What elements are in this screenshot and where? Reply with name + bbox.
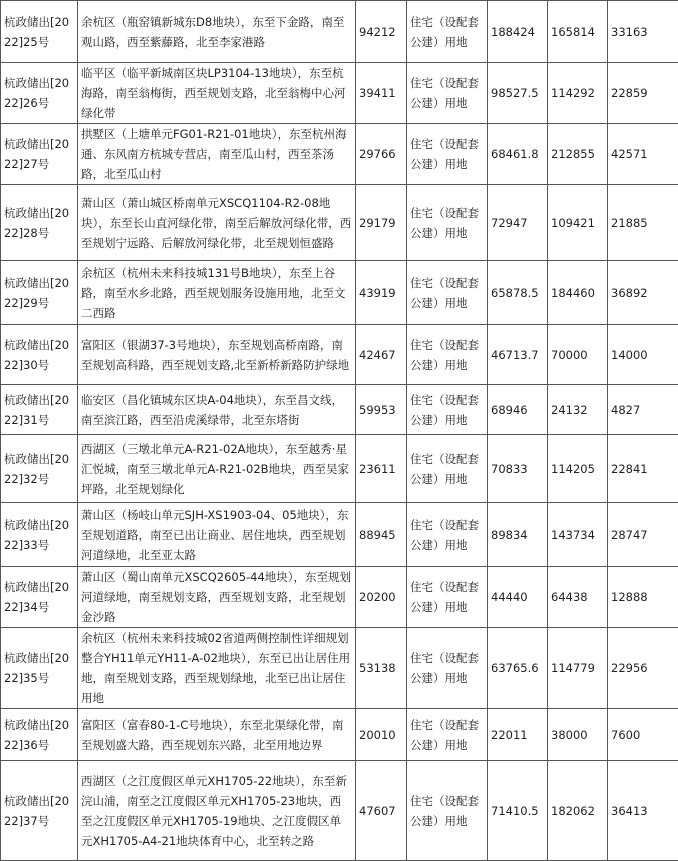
parcel-start-price: 114205: [548, 435, 608, 503]
parcel-start-price: 70000: [548, 325, 608, 385]
parcel-start-price: 184460: [548, 261, 608, 325]
parcel-building-area: 68461.8: [488, 124, 548, 185]
parcel-code: 杭政储出[2022]28号: [1, 185, 78, 261]
parcel-use: 住宅（设配套公建）用地: [407, 185, 488, 261]
parcel-deposit: 22841: [608, 435, 678, 503]
parcel-code: 杭政储出[2022]30号: [1, 325, 78, 385]
parcel-deposit: 22956: [608, 628, 678, 709]
parcel-area: 47607: [356, 761, 407, 861]
parcel-use: 住宅（设配套公建）用地: [407, 1, 488, 63]
parcel-deposit: 14000: [608, 325, 678, 385]
parcel-use: 住宅（设配套公建）用地: [407, 567, 488, 628]
parcel-area: 23611: [356, 435, 407, 503]
table-row: [1, 761, 678, 861]
parcel-building-area: 22011: [488, 709, 548, 761]
parcel-start-price: 212855: [548, 124, 608, 185]
parcel-building-area: 63765.6: [488, 628, 548, 709]
parcel-building-area: 188424: [488, 1, 548, 63]
parcel-area: 42467: [356, 325, 407, 385]
parcel-location: 西湖区（三墩北单元A-R21-02A地块），东至越秀·星汇悦城，南至三墩北单元A-R21-02B地块，西至吴家坪路，北至规划绿化: [78, 435, 356, 503]
table-row: [1, 1, 678, 63]
parcel-location: 余杭区（杭州未来科技城02省道两侧控制性详细规划整合YH11单元YH11-A-02地块），东至已出让居住用地，南至规划支路，西至规划绿地，北至已出让居住用地: [78, 628, 356, 709]
parcel-area: 20010: [356, 709, 407, 761]
parcel-area: 20200: [356, 567, 407, 628]
parcel-location: 萧山区（萧山城区桥南单元XSCQ1104-R2-08地块），东至长山直河绿化带，南至后解放河绿化带，西至规划宁远路、后解放河绿化带，北至规划恒盛路: [78, 185, 356, 261]
parcel-code: 杭政储出[2022]26号: [1, 63, 78, 124]
parcel-location: 余杭区（瓶窑镇新城东D8地块），东至下金路，南至观山路，西至紫藤路，北至李家港路: [78, 1, 356, 63]
parcel-location: 萧山区（杨岐山单元SJH-XS1903-04、05地块），东至规划道路，南至已出让商业、居住地块，西至规划河道绿地，北至亚太路: [78, 503, 356, 567]
parcel-start-price: 165814: [548, 1, 608, 63]
parcel-area: 43919: [356, 261, 407, 325]
parcel-deposit: 36892: [608, 261, 678, 325]
table-row: [1, 124, 678, 185]
parcel-area: 88945: [356, 503, 407, 567]
parcel-start-price: 109421: [548, 185, 608, 261]
parcel-use: 住宅（设配套公建）用地: [407, 709, 488, 761]
parcel-code: 杭政储出[2022]33号: [1, 503, 78, 567]
parcel-start-price: 114779: [548, 628, 608, 709]
parcel-start-price: 143734: [548, 503, 608, 567]
parcel-code: 杭政储出[2022]37号: [1, 761, 78, 861]
parcel-location: 拱墅区（上塘单元FG01-R21-01地块），东至杭州海通、东风南方杭城专营店，南至瓜山村，西至茶汤路，北至瓜山村: [78, 124, 356, 185]
table-row: [1, 385, 678, 435]
parcel-building-area: 46713.7: [488, 325, 548, 385]
parcel-start-price: 38000: [548, 709, 608, 761]
table-row: [1, 63, 678, 124]
parcel-building-area: 65878.5: [488, 261, 548, 325]
parcel-start-price: 24132: [548, 385, 608, 435]
table-row: [1, 503, 678, 567]
parcel-location: 余杭区（杭州未来科技城131号B地块），东至上谷路，南至水乡北路，西至规划服务设施用地，北至文二西路: [78, 261, 356, 325]
parcel-start-price: 182062: [548, 761, 608, 861]
parcel-code: 杭政储出[2022]27号: [1, 124, 78, 185]
parcel-location: 富阳区（富春80-1-C号地块），东至北渠绿化带，南至规划盛大路，西至规划东兴路，北至用地边界: [78, 709, 356, 761]
parcel-deposit: 22859: [608, 63, 678, 124]
parcel-code: 杭政储出[2022]25号: [1, 1, 78, 63]
table-row: [1, 628, 678, 709]
parcel-use: 住宅（设配套公建）用地: [407, 628, 488, 709]
parcel-building-area: 68946: [488, 385, 548, 435]
parcel-deposit: 12888: [608, 567, 678, 628]
parcel-location: 西湖区（之江度假区单元XH1705-22地块），东至新浣山浦，南至之江度假区单元XH1705-23地块，西至之江度假区单元XH1705-19地块、之江度假区单元XH1705-A4-21地块体育中心，北至转之路: [78, 761, 356, 861]
parcel-code: 杭政储出[2022]29号: [1, 261, 78, 325]
parcel-start-price: 64438: [548, 567, 608, 628]
parcel-building-area: 98527.5: [488, 63, 548, 124]
parcel-building-area: 72947: [488, 185, 548, 261]
parcel-area: 94212: [356, 1, 407, 63]
parcel-code: 杭政储出[2022]35号: [1, 628, 78, 709]
table-row: [1, 185, 678, 261]
parcel-area: 53138: [356, 628, 407, 709]
table-row: [1, 567, 678, 628]
parcel-deposit: 36413: [608, 761, 678, 861]
parcel-use: 住宅（设配套公建）用地: [407, 385, 488, 435]
parcel-start-price: 114292: [548, 63, 608, 124]
parcel-location: 临平区（临平新城南区块LP3104-13地块），东至杭海路，南至翁梅街，西至规划支路，北至翁梅中心河绿化带: [78, 63, 356, 124]
parcel-deposit: 28747: [608, 503, 678, 567]
parcel-code: 杭政储出[2022]36号: [1, 709, 78, 761]
parcel-deposit: 7600: [608, 709, 678, 761]
parcel-use: 住宅（设配套公建）用地: [407, 261, 488, 325]
parcel-use: 住宅（设配套公建）用地: [407, 124, 488, 185]
table-body: [1, 1, 678, 861]
parcel-building-area: 71410.5: [488, 761, 548, 861]
parcel-location: 萧山区（蜀山南单元XSCQ2605-44地块），东至规划河道绿地，南至规划支路，西至规划支路，北至规划金沙路: [78, 567, 356, 628]
table-row: [1, 709, 678, 761]
parcel-deposit: 33163: [608, 1, 678, 63]
parcel-area: 29179: [356, 185, 407, 261]
parcel-area: 39411: [356, 63, 407, 124]
parcel-code: 杭政储出[2022]34号: [1, 567, 78, 628]
parcel-area: 59953: [356, 385, 407, 435]
parcel-use: 住宅（设配套公建）用地: [407, 63, 488, 124]
parcel-area: 29766: [356, 124, 407, 185]
parcel-use: 住宅（设配套公建）用地: [407, 325, 488, 385]
parcel-deposit: 42571: [608, 124, 678, 185]
parcel-code: 杭政储出[2022]32号: [1, 435, 78, 503]
parcel-location: 富阳区（银湖37-3号地块），东至规划高桥南路，南至规划高科路，西至规划支路,北至新桥新路防护绿地: [78, 325, 356, 385]
parcel-deposit: 4827: [608, 385, 678, 435]
parcel-building-area: 70833: [488, 435, 548, 503]
table-row: [1, 435, 678, 503]
parcel-deposit: 21885: [608, 185, 678, 261]
parcel-use: 住宅（设配套公建）用地: [407, 435, 488, 503]
table-row: [1, 325, 678, 385]
parcel-use: 住宅（设配套公建）用地: [407, 761, 488, 861]
parcel-use: 住宅（设配套公建）用地: [407, 503, 488, 567]
parcel-building-area: 89834: [488, 503, 548, 567]
parcel-code: 杭政储出[2022]31号: [1, 385, 78, 435]
parcel-building-area: 44440: [488, 567, 548, 628]
table-row: [1, 261, 678, 325]
parcel-location: 临安区（昌化镇城东区块A-04地块），东至昌文线，南至滨江路，西至沿虎溪绿带，北至东塔街: [78, 385, 356, 435]
